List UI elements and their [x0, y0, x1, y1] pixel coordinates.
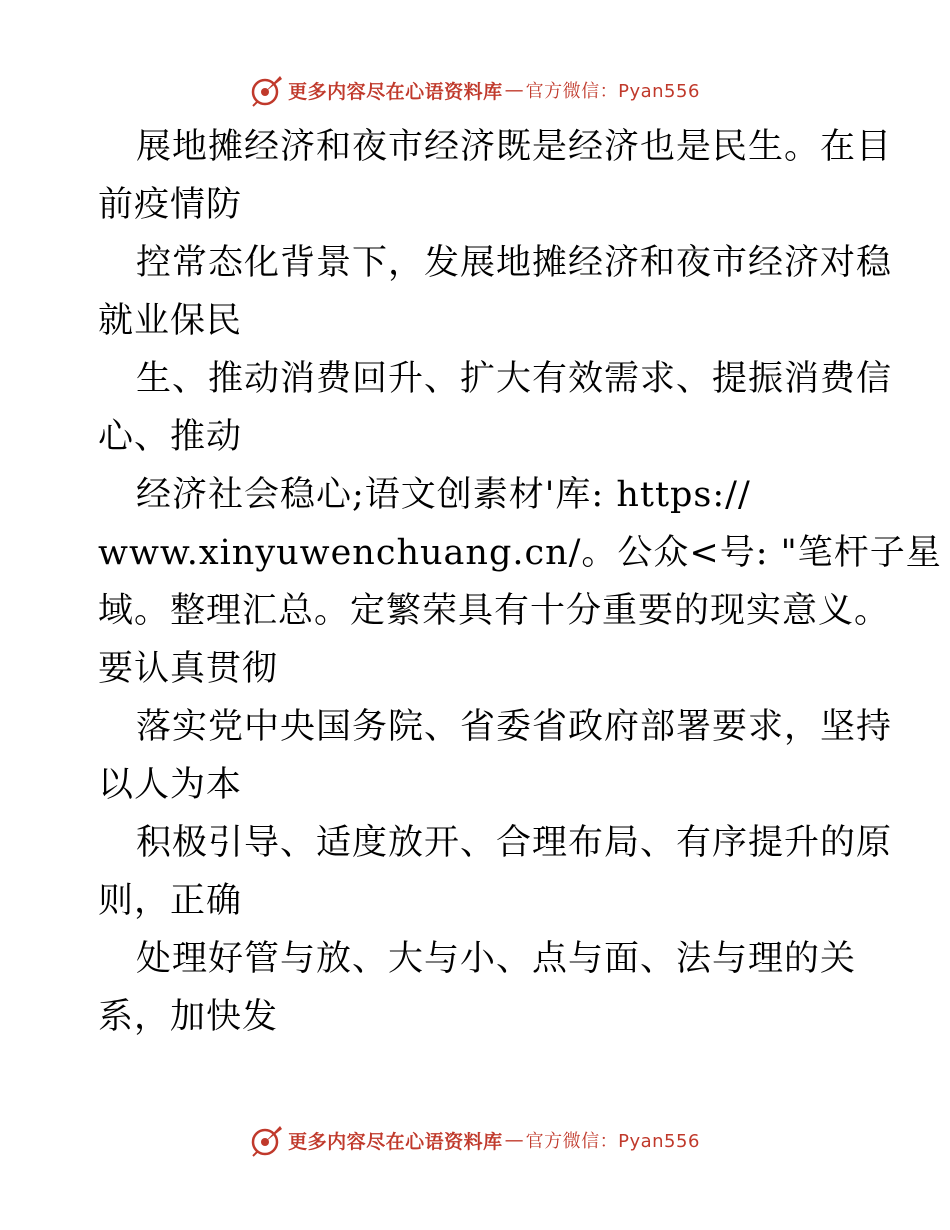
paragraph-line: 心、推动: [98, 417, 243, 457]
quill-logo-icon: [250, 73, 284, 107]
paragraph-line: 处理好管与放、大与小、点与面、法与理的关: [136, 939, 857, 979]
paragraph-line: 以人为本: [98, 765, 243, 805]
paragraph-line: 要认真贯彻: [98, 649, 279, 689]
paragraph-line: 就业保民: [98, 301, 243, 341]
paragraph-line: 域。整理汇总。定繁荣具有十分重要的现实意义。: [98, 591, 891, 631]
footer-separator: —: [504, 1129, 524, 1151]
paragraph-line: 落实党中央国务院、省委省政府部署要求，坚持: [136, 707, 893, 747]
footer-brand-text: 更多内容尽在心语资料库: [288, 1130, 503, 1153]
paragraph-line: 展地摊经济和夜市经济既是经济也是民生。在目: [136, 127, 893, 167]
paragraph-line: www.xinyuwenchuang.cn/。公众<号: "笔杆子星: [98, 533, 942, 573]
header-contact-text: 官方微信：Pyan556: [525, 81, 700, 102]
paragraph-line: 则，正确: [98, 881, 243, 921]
header-brand-text: 更多内容尽在心语资料库: [288, 80, 503, 103]
quill-logo-icon: [250, 1123, 284, 1157]
header-separator: —: [504, 79, 524, 101]
footer-contact-text: 官方微信：Pyan556: [525, 1131, 700, 1152]
footer-banner: [0, 1120, 950, 1160]
paragraph-line: 系，加快发: [98, 997, 279, 1037]
paragraph-line: 积极引导、适度放开、合理布局、有序提升的原: [136, 823, 893, 863]
paragraph-line: 生、推动消费回升、扩大有效需求、提振消费信: [136, 359, 893, 399]
header-banner: [0, 70, 950, 110]
document-body: [98, 118, 942, 1046]
paragraph-line: 前疫情防: [98, 185, 243, 225]
paragraph-line: 经济社会稳心;语文创素材'库: https://: [136, 475, 751, 515]
paragraph-line: 控常态化背景下，发展地摊经济和夜市经济对稳: [136, 243, 893, 283]
